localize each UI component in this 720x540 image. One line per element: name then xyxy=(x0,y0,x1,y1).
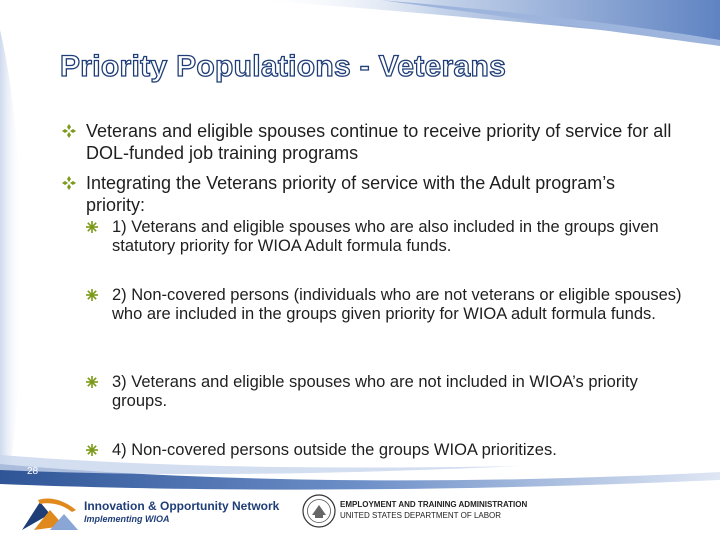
ion-logo-subtitle: Implementing WIOA xyxy=(84,514,170,524)
page-number: 28 xyxy=(27,466,39,477)
sub-bullet-item xyxy=(112,441,682,460)
sub-bullet-item xyxy=(112,218,682,256)
starburst-icon xyxy=(86,221,98,233)
eta-logo-name: EMPLOYMENT AND TRAINING ADMINISTRATION xyxy=(340,500,528,509)
diamond-cluster-icon xyxy=(62,124,76,138)
sub-bullet-text: 1) Veterans and eligible spouses who are also included in the groups given statutory priority for WIOA Adult formula funds. xyxy=(112,218,659,255)
bullet-text: Integrating the Veterans priority of service with the Adult program’s priority: xyxy=(86,173,615,215)
diamond-cluster-icon xyxy=(62,176,76,190)
sub-bullet-item xyxy=(112,373,682,411)
sub-bullet-text: 4) Non-covered persons outside the groups WIOA prioritizes. xyxy=(112,441,557,459)
dol-seal-icon xyxy=(302,494,336,528)
sub-bullet-text: 2) Non-covered persons (individuals who are not veterans or eligible spouses) who are included in the groups given priority for WIOA adult formula funds. xyxy=(112,286,682,323)
eta-logo-subtitle: UNITED STATES DEPARTMENT OF LABOR xyxy=(340,511,502,520)
ion-logo-icon xyxy=(20,496,84,532)
starburst-icon xyxy=(86,376,98,388)
sub-bullet-text: 3) Veterans and eligible spouses who are not included in WIOA’s priority groups. xyxy=(112,373,638,410)
slide-title: Priority Populations - Veterans xyxy=(60,50,507,83)
bullet-item xyxy=(86,120,676,164)
starburst-icon xyxy=(86,289,98,301)
bullet-text: Veterans and eligible spouses continue to receive priority of service for all DOL-funded job training programs xyxy=(86,121,672,163)
sub-bullet-item xyxy=(112,286,682,324)
ion-logo-name: Innovation & Opportunity Network xyxy=(84,499,280,513)
bullet-item xyxy=(86,172,676,216)
starburst-icon xyxy=(86,444,98,456)
